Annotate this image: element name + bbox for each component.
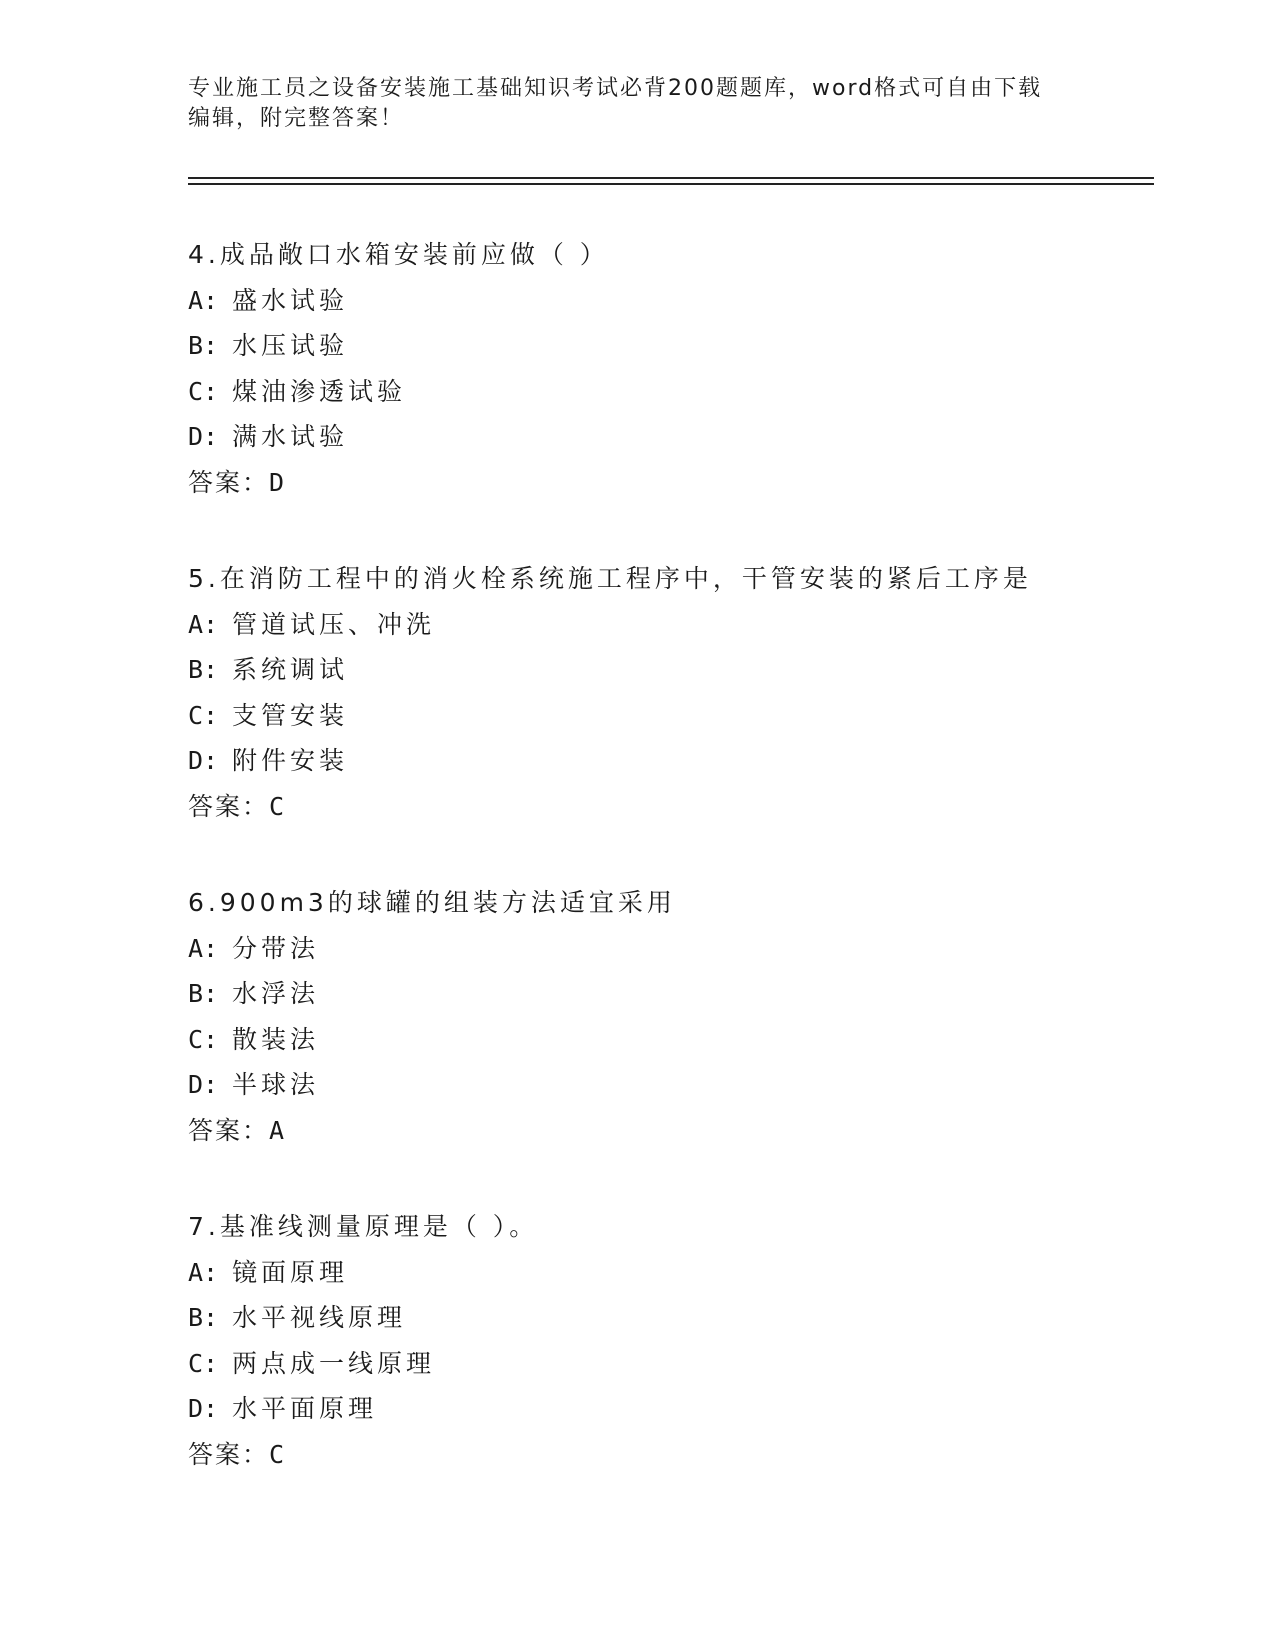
option-b <box>188 647 1148 693</box>
option-letter: D: <box>188 1394 219 1423</box>
option-b <box>188 971 1148 1017</box>
option-text: 水浮法 <box>232 979 320 1008</box>
option-text: 镜面原理 <box>232 1257 349 1287</box>
answer-value: A <box>269 1115 285 1145</box>
option-letter: A: <box>188 1257 219 1287</box>
option-c <box>188 1017 1148 1063</box>
option-text: 水平面原理 <box>232 1394 378 1423</box>
answer-line <box>188 784 1148 830</box>
option-text: 满水试验 <box>232 422 349 451</box>
question-stem: 4.成品敞口水箱安装前应做（ ） <box>188 240 609 269</box>
option-letter: B: <box>188 1303 219 1332</box>
option-text: 煤油渗透试验 <box>232 376 407 406</box>
option-c <box>188 693 1148 739</box>
option-letter: D: <box>188 746 219 775</box>
option-text: 半球法 <box>232 1070 320 1099</box>
option-letter: C: <box>188 700 219 730</box>
answer-label: 答案： <box>188 1115 270 1145</box>
option-letter: C: <box>188 1024 219 1054</box>
option-b <box>188 1295 1148 1341</box>
option-c <box>188 369 1148 415</box>
option-text: 散装法 <box>232 1024 320 1054</box>
header-divider-bottom <box>188 183 1154 185</box>
answer-line <box>188 460 1148 506</box>
answer-line <box>188 1108 1148 1154</box>
option-text: 两点成一线原理 <box>232 1348 436 1378</box>
question-stem: 5.在消防工程中的消火栓系统施工程序中，干管安装的紧后工序是 <box>188 564 1032 593</box>
option-d <box>188 1386 1148 1432</box>
question-stem: 6.900m3的球罐的组装方法适宜采用 <box>188 888 676 917</box>
document-header <box>188 74 1068 134</box>
option-a <box>188 278 1148 324</box>
answer-value: C <box>269 1439 285 1469</box>
option-letter: B: <box>188 979 219 1008</box>
answer-value: D <box>269 467 285 497</box>
question-5 <box>188 556 1148 829</box>
option-a <box>188 926 1148 972</box>
option-c <box>188 1341 1148 1387</box>
option-text: 系统调试 <box>232 655 349 684</box>
option-letter: B: <box>188 331 219 360</box>
option-d <box>188 738 1148 784</box>
option-d <box>188 1062 1148 1108</box>
option-letter: B: <box>188 655 219 684</box>
question-stem: 7.基准线测量原理是（ ）。 <box>188 1212 539 1241</box>
option-letter: C: <box>188 1348 219 1378</box>
header-title-line-1: 专业施工员之设备安装施工基础知识考试必背200题题库，word格式可自由下载 <box>188 76 1043 101</box>
option-text: 水平视线原理 <box>232 1303 407 1332</box>
answer-label: 答案： <box>188 467 270 497</box>
option-text: 水压试验 <box>232 331 349 360</box>
answer-value: C <box>269 791 285 821</box>
option-b <box>188 323 1148 369</box>
header-divider-top <box>188 177 1154 179</box>
option-a <box>188 1250 1148 1296</box>
option-letter: C: <box>188 376 219 406</box>
question-7 <box>188 1204 1148 1477</box>
option-text: 附件安装 <box>232 746 349 775</box>
option-d <box>188 414 1148 460</box>
option-letter: A: <box>188 285 219 315</box>
option-text: 盛水试验 <box>232 285 349 315</box>
option-text: 支管安装 <box>232 700 349 730</box>
answer-label: 答案： <box>188 1439 270 1469</box>
answer-line <box>188 1432 1148 1478</box>
header-title-line-2: 编辑，附完整答案！ <box>188 106 405 131</box>
option-text: 分带法 <box>232 933 320 963</box>
answer-label: 答案： <box>188 791 270 821</box>
option-letter: D: <box>188 1070 219 1099</box>
question-6 <box>188 880 1148 1153</box>
option-a <box>188 602 1148 648</box>
question-4 <box>188 232 1148 505</box>
option-text: 管道试压、冲洗 <box>232 609 436 639</box>
question-list <box>188 232 1148 1528</box>
option-letter: D: <box>188 422 219 451</box>
option-letter: A: <box>188 933 219 963</box>
option-letter: A: <box>188 609 219 639</box>
